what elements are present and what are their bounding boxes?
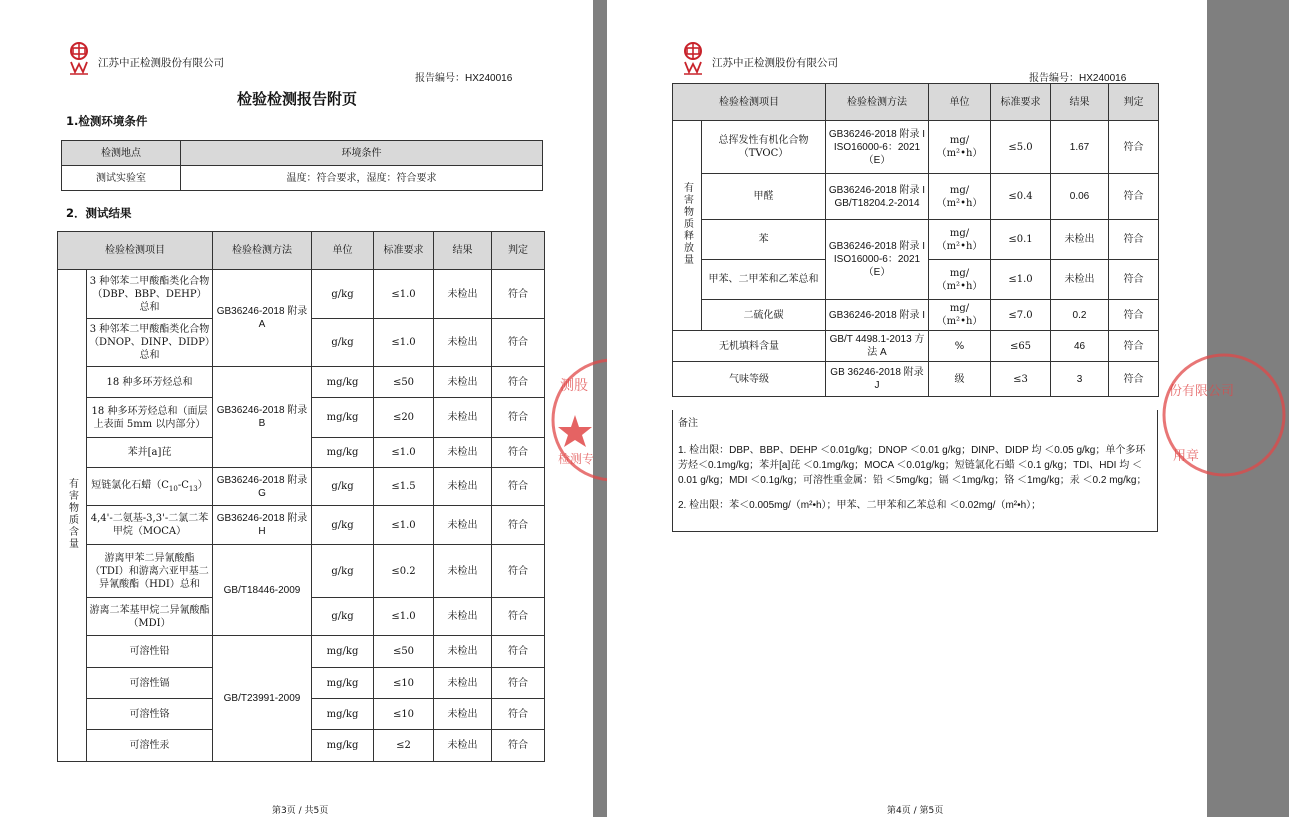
row-result: 46 [1051, 331, 1109, 362]
report-page-4 [607, 0, 1235, 817]
svg-text:用章: 用章 [1173, 449, 1200, 464]
row-verdict: 符合 [492, 367, 545, 398]
row-result: 未检出 [434, 319, 492, 367]
row-method: GB36246-2018 附录 I ISO16000-6：2021（E） [826, 220, 929, 300]
row-unit: mg/kg [312, 730, 374, 762]
row-item: 4,4'-二氨基-3,3'-二氯二苯甲烷（MOCA） [87, 506, 213, 545]
row-item: 可溶性汞 [87, 730, 213, 762]
official-seal-icon [1159, 350, 1289, 480]
row-verdict: 符合 [1109, 220, 1159, 260]
row-verdict: 符合 [1109, 121, 1159, 174]
row-requirement: ≤1.0 [374, 270, 434, 319]
row-result: 未检出 [434, 699, 492, 730]
row-result: 未检出 [434, 398, 492, 438]
row-result: 未检出 [434, 636, 492, 668]
category-label: 有害物质释放量 [673, 121, 702, 331]
row-result: 0.2 [1051, 300, 1109, 331]
row-item: 3 种邻苯二甲酸酯类化合物（DNOP、DINP、DIDP）总和 [87, 319, 213, 367]
row-result: 未检出 [1051, 260, 1109, 300]
table-row [673, 220, 1159, 260]
row-item: 苯 [702, 220, 826, 260]
row-method: GB36246-2018 附录 I ISO16000-6：2021（E） [826, 121, 929, 174]
row-method: GB36246-2018 附录 I GB/T18204.2-2014 [826, 174, 929, 220]
svg-text:测股: 测股 [560, 378, 588, 394]
row-requirement: ≤7.0 [991, 300, 1051, 331]
header-unit: 单位 [312, 232, 374, 270]
row-requirement: ≤10 [374, 668, 434, 699]
row-unit: g/kg [312, 270, 374, 319]
table-row [673, 174, 1159, 220]
company-logo-icon [66, 42, 92, 76]
header-item: 检验检测项目 [673, 84, 826, 121]
row-item: 可溶性镉 [87, 668, 213, 699]
row-requirement: ≤10 [374, 699, 434, 730]
env-header-location: 检测地点 [62, 141, 181, 166]
note-1: 1. 检出限：DBP、BBP、DEHP ＜0.01g/kg；DNOP ＜0.01 g/kg；DINP、DIDP 均 ＜0.05 g/kg；单个多环芳烃＜0.1mg/kg；苯并[a]芘 ＜0.1mg/kg；MOCA ＜0.01g/kg；短链氯化石蜡 ＜0.1 g/kg；TDI、HDI 均 ＜0.01 g/kg；MDI ＜0.1g/kg；可溶性重金属：铅 ＜5mg/kg；镉 ＜1mg/kg；铬 ＜1mg/kg；汞 ＜0.2 mg/kg； [678, 445, 1147, 486]
row-unit: mg/kg [312, 438, 374, 468]
row-method: GB36246-2018 附录 B [213, 367, 312, 468]
company-logo-icon [680, 42, 706, 76]
row-result: 未检出 [434, 506, 492, 545]
row-result: 3 [1051, 362, 1109, 397]
row-requirement: ≤0.1 [991, 220, 1051, 260]
row-unit: g/kg [312, 506, 374, 545]
row-verdict: 符合 [492, 636, 545, 668]
table-row [673, 331, 1159, 362]
row-verdict: 符合 [492, 270, 545, 319]
row-item: 甲苯、二甲苯和乙苯总和 [702, 260, 826, 300]
row-requirement: ≤3 [991, 362, 1051, 397]
header-requirement: 标准要求 [374, 232, 434, 270]
row-item: 总挥发性有机化合物（TVOC） [702, 121, 826, 174]
row-item: 游离二苯基甲烷二异氰酸酯（MDI） [87, 598, 213, 636]
row-requirement: ≤1.0 [374, 506, 434, 545]
table-row [58, 367, 545, 398]
row-item: 短链氯化石蜡$(C_{10}-C_{13})$ [87, 468, 213, 506]
row-result: 未检出 [434, 668, 492, 699]
row-unit: % [929, 331, 991, 362]
svg-text:份有限公司: 份有限公司 [1169, 384, 1235, 399]
row-item: 18 种多环芳烃总和 [87, 367, 213, 398]
row-requirement: ≤2 [374, 730, 434, 762]
row-unit: mg/（m²•h） [929, 300, 991, 331]
row-item: 二硫化碳 [702, 300, 826, 331]
row-result: 未检出 [434, 730, 492, 762]
row-requirement: ≤1.0 [374, 438, 434, 468]
table-row [58, 506, 545, 545]
results-table-page4 [672, 83, 1159, 397]
table-row [673, 362, 1159, 397]
row-requirement: ≤65 [991, 331, 1051, 362]
row-verdict: 符合 [492, 438, 545, 468]
row-unit: mg/kg [312, 668, 374, 699]
env-conditions: 温度：符合要求，湿度：符合要求 [181, 166, 543, 191]
row-unit: g/kg [312, 468, 374, 506]
header-result: 结果 [434, 232, 492, 270]
row-requirement: ≤5.0 [991, 121, 1051, 174]
row-result: 1.67 [1051, 121, 1109, 174]
row-result: 未检出 [1051, 220, 1109, 260]
row-verdict: 符合 [492, 468, 545, 506]
company-name: 江苏中正检测股份有限公司 [712, 57, 838, 69]
header-verdict: 判定 [1109, 84, 1159, 121]
row-unit: mg/kg [312, 636, 374, 668]
row-result: 未检出 [434, 367, 492, 398]
row-verdict: 符合 [492, 598, 545, 636]
report-page-3 [0, 0, 593, 817]
row-unit: mg/kg [312, 367, 374, 398]
table-row [673, 121, 1159, 174]
row-requirement: ≤50 [374, 367, 434, 398]
row-method: GB/T18446-2009 [213, 545, 312, 636]
header-item: 检验检测项目 [58, 232, 213, 270]
row-verdict: 符合 [492, 319, 545, 367]
header-method: 检验检测方法 [826, 84, 929, 121]
row-method: GB 36246-2018 附录 J [826, 362, 929, 397]
row-verdict: 符合 [1109, 174, 1159, 220]
report-number: 报告编号：HX240016 [415, 73, 513, 84]
row-unit: g/kg [312, 598, 374, 636]
header-method: 检验检测方法 [213, 232, 312, 270]
row-item: 甲醛 [702, 174, 826, 220]
row-unit: mg/kg [312, 398, 374, 438]
row-verdict: 符合 [492, 545, 545, 598]
env-header-conditions: 环境条件 [181, 141, 543, 166]
page-footer: 第4页 / 第5页 [887, 806, 944, 816]
row-unit: mg/（m²•h） [929, 220, 991, 260]
row-item: 苯并[a]芘 [87, 438, 213, 468]
row-item: 无机填料含量 [673, 331, 826, 362]
row-unit: g/kg [312, 319, 374, 367]
row-method: GB36246-2018 附录 G [213, 468, 312, 506]
row-requirement: ≤1.5 [374, 468, 434, 506]
table-row [58, 468, 545, 506]
table-row [673, 300, 1159, 331]
notes-box [672, 410, 1158, 532]
report-number: 报告编号：HX240016 [1029, 73, 1127, 84]
table-row [58, 636, 545, 668]
company-name: 江苏中正检测股份有限公司 [98, 57, 224, 69]
row-result: 未检出 [434, 545, 492, 598]
svg-text:检测专: 检测专 [558, 452, 595, 466]
section-results: 2．测试结果 [66, 206, 132, 220]
header-requirement: 标准要求 [991, 84, 1051, 121]
row-method: GB36246-2018 附录 I [826, 300, 929, 331]
row-unit: mg/kg [312, 699, 374, 730]
row-verdict: 符合 [492, 730, 545, 762]
row-method: GB36246-2018 附录 H [213, 506, 312, 545]
table-row [58, 545, 545, 598]
header-unit: 单位 [929, 84, 991, 121]
row-item: 3 种邻苯二甲酸酯类化合物（DBP、BBP、DEHP）总和 [87, 270, 213, 319]
environment-table [61, 140, 543, 191]
row-unit: mg/（m²•h） [929, 174, 991, 220]
notes-title: 备注 [678, 418, 698, 429]
note-2: 2. 检出限：苯＜0.005mg/（m²•h）；甲苯、二甲苯和乙苯总和 ＜0.02mg/（m²•h）； [678, 500, 1042, 511]
section-environment: 1.检测环境条件 [66, 114, 148, 128]
row-requirement: ≤1.0 [991, 260, 1051, 300]
row-item: 游离甲苯二异氰酸酯（TDI）和游离六亚甲基二异氰酸酯（HDI）总和 [87, 545, 213, 598]
header-result: 结果 [1051, 84, 1109, 121]
results-table-page3 [57, 231, 545, 762]
category-label: 有害物质含量 [58, 270, 87, 762]
row-item: 18 种多环芳烃总和（面层上表面 5mm 以内部分） [87, 398, 213, 438]
row-verdict: 符合 [1109, 300, 1159, 331]
row-requirement: ≤50 [374, 636, 434, 668]
row-result: 未检出 [434, 468, 492, 506]
row-item: 可溶性铬 [87, 699, 213, 730]
row-item: 气味等级 [673, 362, 826, 397]
row-requirement: ≤1.0 [374, 319, 434, 367]
row-result: 0.06 [1051, 174, 1109, 220]
row-verdict: 符合 [492, 699, 545, 730]
row-verdict: 符合 [492, 506, 545, 545]
row-requirement: ≤1.0 [374, 598, 434, 636]
row-verdict: 符合 [1109, 260, 1159, 300]
row-requirement: ≤0.2 [374, 545, 434, 598]
row-unit: g/kg [312, 545, 374, 598]
row-requirement: ≤20 [374, 398, 434, 438]
row-verdict: 符合 [492, 398, 545, 438]
row-result: 未检出 [434, 598, 492, 636]
row-requirement: ≤0.4 [991, 174, 1051, 220]
header-verdict: 判定 [492, 232, 545, 270]
row-result: 未检出 [434, 270, 492, 319]
row-result: 未检出 [434, 438, 492, 468]
env-location: 测试实验室 [62, 166, 181, 191]
row-method: GB36246-2018 附录 A [213, 270, 312, 367]
row-unit: mg/（m²•h） [929, 121, 991, 174]
row-unit: mg/（m²•h） [929, 260, 991, 300]
row-method: GB/T 4498.1-2013 方法 A [826, 331, 929, 362]
row-verdict: 符合 [492, 668, 545, 699]
page-footer: 第3页 / 共5页 [272, 806, 329, 816]
row-method: GB/T23991-2009 [213, 636, 312, 762]
table-row [58, 270, 545, 319]
row-item: 可溶性铅 [87, 636, 213, 668]
row-unit: 级 [929, 362, 991, 397]
row-verdict: 符合 [1109, 362, 1159, 397]
row-verdict: 符合 [1109, 331, 1159, 362]
page-title: 检验检测报告附页 [237, 90, 358, 108]
